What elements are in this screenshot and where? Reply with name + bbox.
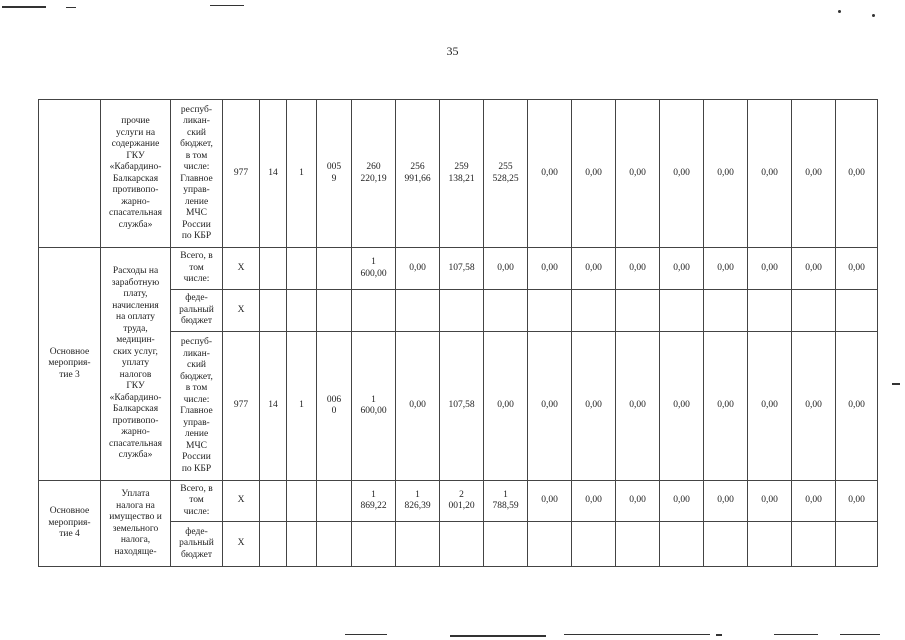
csr-cell: 006 0 [317,332,352,481]
csr-cell [317,522,352,567]
amount-cell: 0,00 [748,100,792,248]
amount-cell: 0,00 [528,481,572,522]
measure-cell [39,100,101,248]
amount-cell [396,522,440,567]
amount-cell [352,290,396,332]
grbs-cell: Х [223,290,260,332]
amount-cell: 2 001,20 [440,481,484,522]
amount-cell: 0,00 [484,332,528,481]
amount-cell: 0,00 [660,332,704,481]
amount-cell: 0,00 [616,332,660,481]
pr-cell: 1 [287,100,317,248]
amount-cell: 0,00 [660,100,704,248]
pr-cell: 1 [287,332,317,481]
amount-cell [660,290,704,332]
funding-source-cell: феде- ральный бюджет [171,290,223,332]
grbs-cell: 977 [223,332,260,481]
amount-cell: 0,00 [748,481,792,522]
amount-cell [396,290,440,332]
amount-cell: 1 600,00 [352,248,396,290]
rz-cell [260,481,287,522]
amount-cell: 0,00 [836,332,878,481]
amount-cell: 1 788,59 [484,481,528,522]
scan-artifact-line [210,5,244,6]
amount-cell: 0,00 [616,248,660,290]
amount-cell [352,522,396,567]
table-row [39,481,878,522]
csr-cell [317,290,352,332]
pr-cell [287,522,317,567]
scan-artifact-dot [838,10,841,13]
amount-cell: 0,00 [572,248,616,290]
csr-cell [317,248,352,290]
amount-cell: 0,00 [396,332,440,481]
description-cell: Расходы на заработную плату, начисления на оплату труда, медицин- ских услуг, уплату налогов ГКУ «Кабардино- Балкарская противопо- жарно- спасательная служба» [101,248,171,481]
funding-source-cell: феде- ральный бюджет [171,522,223,567]
scan-artifact-dot [872,14,875,17]
table-row [39,248,878,290]
funding-source-cell: Всего, в том числе: [171,481,223,522]
amount-cell: 0,00 [528,248,572,290]
amount-cell: 1 869,22 [352,481,396,522]
amount-cell [572,290,616,332]
csr-cell [317,481,352,522]
scan-artifact-line [892,383,900,385]
amount-cell: 256 991,66 [396,100,440,248]
rz-cell: 14 [260,332,287,481]
amount-cell: 0,00 [704,332,748,481]
rz-cell [260,248,287,290]
amount-cell: 107,58 [440,248,484,290]
amount-cell [748,522,792,567]
amount-cell [836,522,878,567]
amount-cell [528,522,572,567]
description-cell: прочие услуги на содержание ГКУ «Кабардино- Балкарская противопо- жарно- спасательная служба» [101,100,171,248]
scan-artifact-line [2,6,46,8]
amount-cell: 0,00 [528,332,572,481]
amount-cell: 0,00 [572,481,616,522]
amount-cell [572,522,616,567]
amount-cell [440,290,484,332]
funding-source-cell: респуб- ликан- ский бюджет, в том числе: Главное управ- ление МЧС России по КБР [171,100,223,248]
amount-cell: 0,00 [396,248,440,290]
amount-cell: 1 826,39 [396,481,440,522]
amount-cell: 0,00 [528,100,572,248]
csr-cell: 005 9 [317,100,352,248]
rz-cell [260,522,287,567]
amount-cell: 0,00 [748,248,792,290]
measure-cell: Основное мероприя- тие 3 [39,248,101,481]
amount-cell: 0,00 [792,481,836,522]
amount-cell: 0,00 [792,248,836,290]
amount-cell [704,290,748,332]
amount-cell: 0,00 [836,100,878,248]
amount-cell [616,522,660,567]
amount-cell: 0,00 [704,481,748,522]
amount-cell [660,522,704,567]
amount-cell: 0,00 [660,481,704,522]
budget-table [38,99,878,567]
measure-cell: Основное мероприя- тие 4 [39,481,101,567]
amount-cell: 259 138,21 [440,100,484,248]
amount-cell [484,290,528,332]
amount-cell [484,522,528,567]
scan-artifact-line [345,634,387,635]
funding-source-cell: Всего, в том числе: [171,248,223,290]
amount-cell: 0,00 [792,100,836,248]
amount-cell: 0,00 [836,248,878,290]
amount-cell [836,290,878,332]
amount-cell: 0,00 [484,248,528,290]
amount-cell: 0,00 [616,481,660,522]
amount-cell: 0,00 [616,100,660,248]
pr-cell [287,290,317,332]
scan-artifact-line [716,634,722,636]
grbs-cell: Х [223,522,260,567]
grbs-cell: Х [223,248,260,290]
rz-cell: 14 [260,100,287,248]
amount-cell: 0,00 [572,332,616,481]
pr-cell [287,481,317,522]
rz-cell [260,290,287,332]
amount-cell [748,290,792,332]
amount-cell: 0,00 [792,332,836,481]
amount-cell [792,522,836,567]
amount-cell [616,290,660,332]
page-number: 35 [446,44,459,58]
scan-artifact-line [450,635,546,637]
description-cell: Уплата налога на имущество и земельного налога, находяще- [101,481,171,567]
amount-cell: 0,00 [660,248,704,290]
amount-cell [440,522,484,567]
amount-cell: 0,00 [748,332,792,481]
grbs-cell: Х [223,481,260,522]
amount-cell: 0,00 [572,100,616,248]
amount-cell: 260 220,19 [352,100,396,248]
amount-cell [528,290,572,332]
scan-artifact-line [564,634,710,635]
amount-cell: 0,00 [704,100,748,248]
amount-cell [704,522,748,567]
amount-cell: 107,58 [440,332,484,481]
grbs-cell: 977 [223,100,260,248]
amount-cell: 0,00 [836,481,878,522]
scan-artifact-line [774,634,818,635]
amount-cell: 0,00 [704,248,748,290]
amount-cell: 1 600,00 [352,332,396,481]
table-row [39,100,878,248]
amount-cell: 255 528,25 [484,100,528,248]
scan-artifact-line [840,634,880,635]
amount-cell [792,290,836,332]
pr-cell [287,248,317,290]
funding-source-cell: респуб- ликан- ский бюджет, в том числе: Главное управ- ление МЧС России по КБР [171,332,223,481]
scan-artifact-line [66,7,76,8]
